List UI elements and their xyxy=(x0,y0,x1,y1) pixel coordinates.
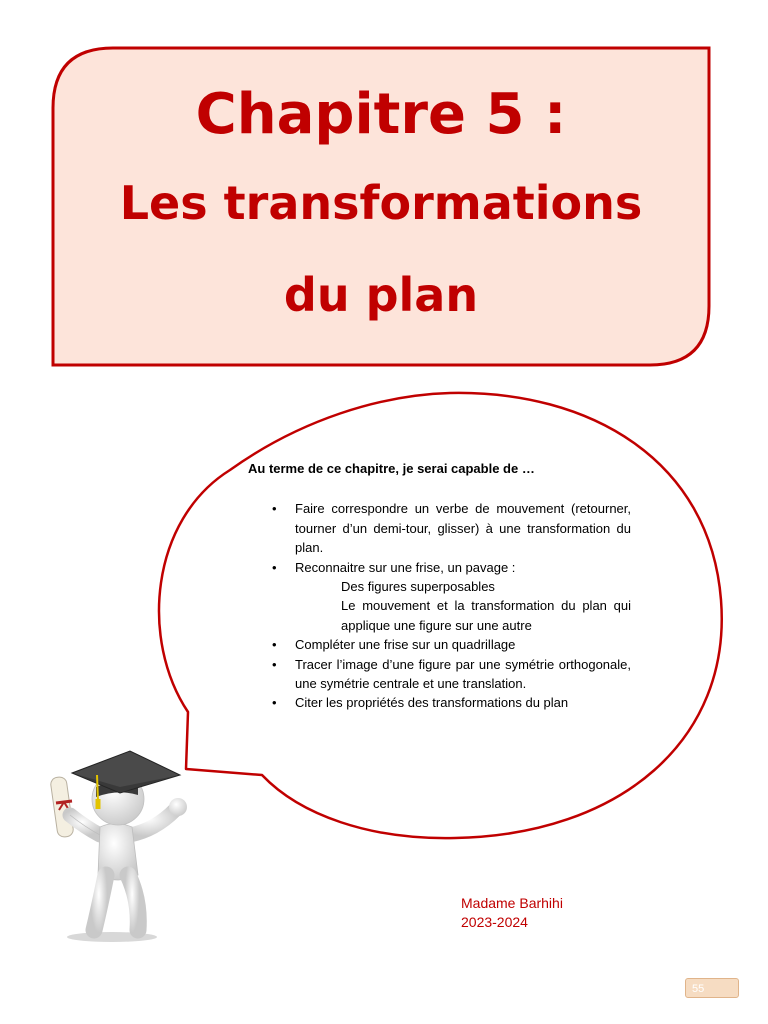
list-item xyxy=(248,693,631,712)
chapter-title-line-2: du plan xyxy=(283,268,479,322)
list-item xyxy=(248,558,631,636)
author-info xyxy=(461,894,563,932)
list-item xyxy=(248,655,631,694)
bullet-icon: • xyxy=(272,656,277,672)
learning-objectives xyxy=(248,459,631,713)
objective-text: Citer les propriétés des transformations du plan xyxy=(295,695,569,711)
bullet-icon: • xyxy=(272,559,277,575)
list-item xyxy=(248,635,631,654)
objective-text: Reconnaitre sur une frise, un pavage : xyxy=(295,559,516,575)
objectives-intro: Au terme de ce chapitre, je serai capable de … xyxy=(248,461,535,476)
author-name: Madame Barhihi xyxy=(461,895,563,911)
bullet-icon: • xyxy=(272,695,277,711)
objective-subitem: Le mouvement et la transformation du plan qui applique une figure sur une autre xyxy=(341,598,631,633)
chapter-number-title: Chapitre 5 : xyxy=(195,82,567,147)
objective-text: Tracer l’image d’une figure par une symétrie orthogonale, une symétrie centrale et une translation. xyxy=(295,656,631,692)
objectives-list xyxy=(248,499,631,712)
objective-subitem: Des figures superposables xyxy=(341,579,495,595)
graduate-figure-icon xyxy=(50,735,190,945)
bullet-icon: • xyxy=(272,637,277,653)
objective-text: Faire correspondre un verbe de mouvement (retourner, tourner d’un demi-tour, glisser) à une transformation du plan. xyxy=(295,501,631,556)
school-year: 2023-2024 xyxy=(461,914,528,930)
chapter-title-line-1: Les transformations xyxy=(119,176,643,230)
bullet-icon: • xyxy=(272,501,277,517)
objective-text: Compléter une frise sur un quadrillage xyxy=(295,637,516,653)
diploma-icon xyxy=(50,776,74,838)
list-item xyxy=(248,499,631,557)
page-number: 55 xyxy=(685,978,739,998)
